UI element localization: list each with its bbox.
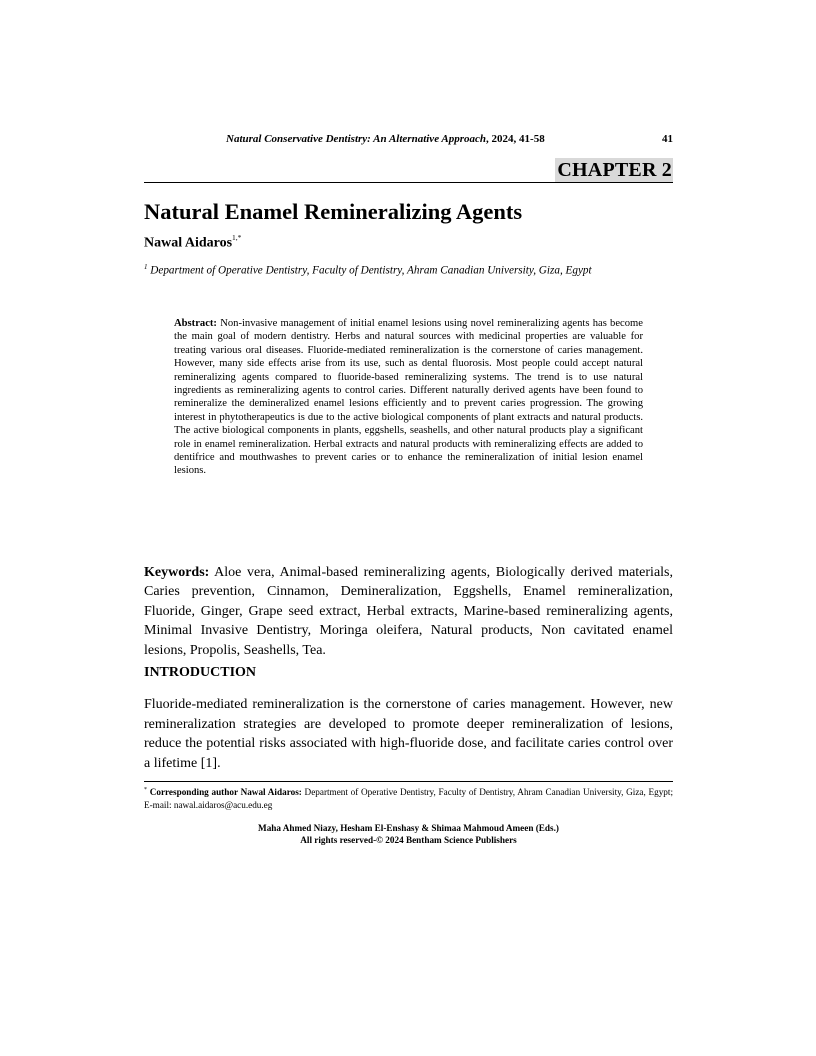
keywords-text: Aloe vera, Animal-based remineralizing agents, Biologically derived materials, Caries prevention, Cinnamon, Demineralization, Eggshells, Enamel remineralization, Fluoride, Ginger, Grape seed extract, Herbal extracts, Marine-based remineralizing agents, Minimal Invasive Dentistry, Moringa oleifera, Natural products, Non cavitated enamel lesions, Propolis, Seashells, Tea. [144,565,673,658]
footnote [144,784,673,811]
footnote-divider [144,781,673,782]
publisher-rights: All rights reserved-© 2024 Bentham Science Publishers [300,835,517,845]
publisher-editors: Maha Ahmed Niazy, Hesham El-Enshasy & Shimaa Mahmoud Ameen (Eds.) [258,823,559,833]
affiliation [144,260,673,278]
abstract [174,317,643,478]
footnote-text: Department of Operative Dentistry, Faculty of Dentistry, Ahram Canadian University, Giza, Egypt; E-mail: nawal.aidaros@acu.edu.eg [144,787,674,810]
footnote-label: Corresponding author Nawal Aidaros: [147,787,302,798]
running-head-title [226,133,545,145]
keywords [144,563,673,660]
chapter-label: CHAPTER 2 [557,159,672,181]
author-name: Nawal Aidaros [144,235,233,251]
author-line [144,234,241,252]
abstract-label: Abstract: [174,318,217,329]
footnote-mark: * [144,787,147,793]
page-number: 41 [662,133,673,145]
publisher-block [144,822,673,846]
journal-title: Natural Conservative Dentistry: An Alternative Approach [226,133,487,145]
section-heading-introduction: INTRODUCTION [144,665,257,680]
journal-year-pages: , 2024, 41-58 [486,133,545,145]
author-marks: 1,* [232,233,242,242]
chapter-divider [144,182,673,183]
article-title: Natural Enamel Remineralizing Agents [144,199,523,224]
affiliation-text: Department of Operative Dentistry, Faculty of Dentistry, Ahram Canadian University, Giza, Egypt [147,264,592,277]
affiliation-mark: 1 [144,263,148,271]
abstract-text: Non-invasive management of initial enamel lesions using novel remineralizing agents has become the main goal of modern dentistry. Herbs and natural sources with medicinal properties are valuable for treating various oral diseases. Fluoride-mediated remineralization is the cornerstone of caries management. However, many side effects arise from its use, such as dental fluorosis. Most people could accept natural remineralizing agents compared to fluoride-based remineralizing systems. The trend is to use natural ingredients as remineralizing agents to control caries. Different naturally derived agents have been found to remineralize the demineralized enamel lesions efficiently and to prevent caries progression. The growing interest in phytotherapeutics is due to the active biological components of plant extracts and natural products. The active biological components in plants, eggshells, seashells, and other natural products play a significant role in enamel remineralization. Herbal extracts and natural products with remineralizing effects are added to dentifrice and mouthwashes to prevent caries or to enhance the remineralization of initial lesion enamel lesions. [174,318,643,477]
introduction-paragraph: Fluoride-mediated remineralization is the cornerstone of caries management. However, new remineralization strategies are developed to promote deeper remineralization of lesions, reduce the potential risks associated with high-fluoride dose, and facilitate caries control over a lifetime [1]. [144,697,673,771]
keywords-label: Keywords: [144,565,210,580]
